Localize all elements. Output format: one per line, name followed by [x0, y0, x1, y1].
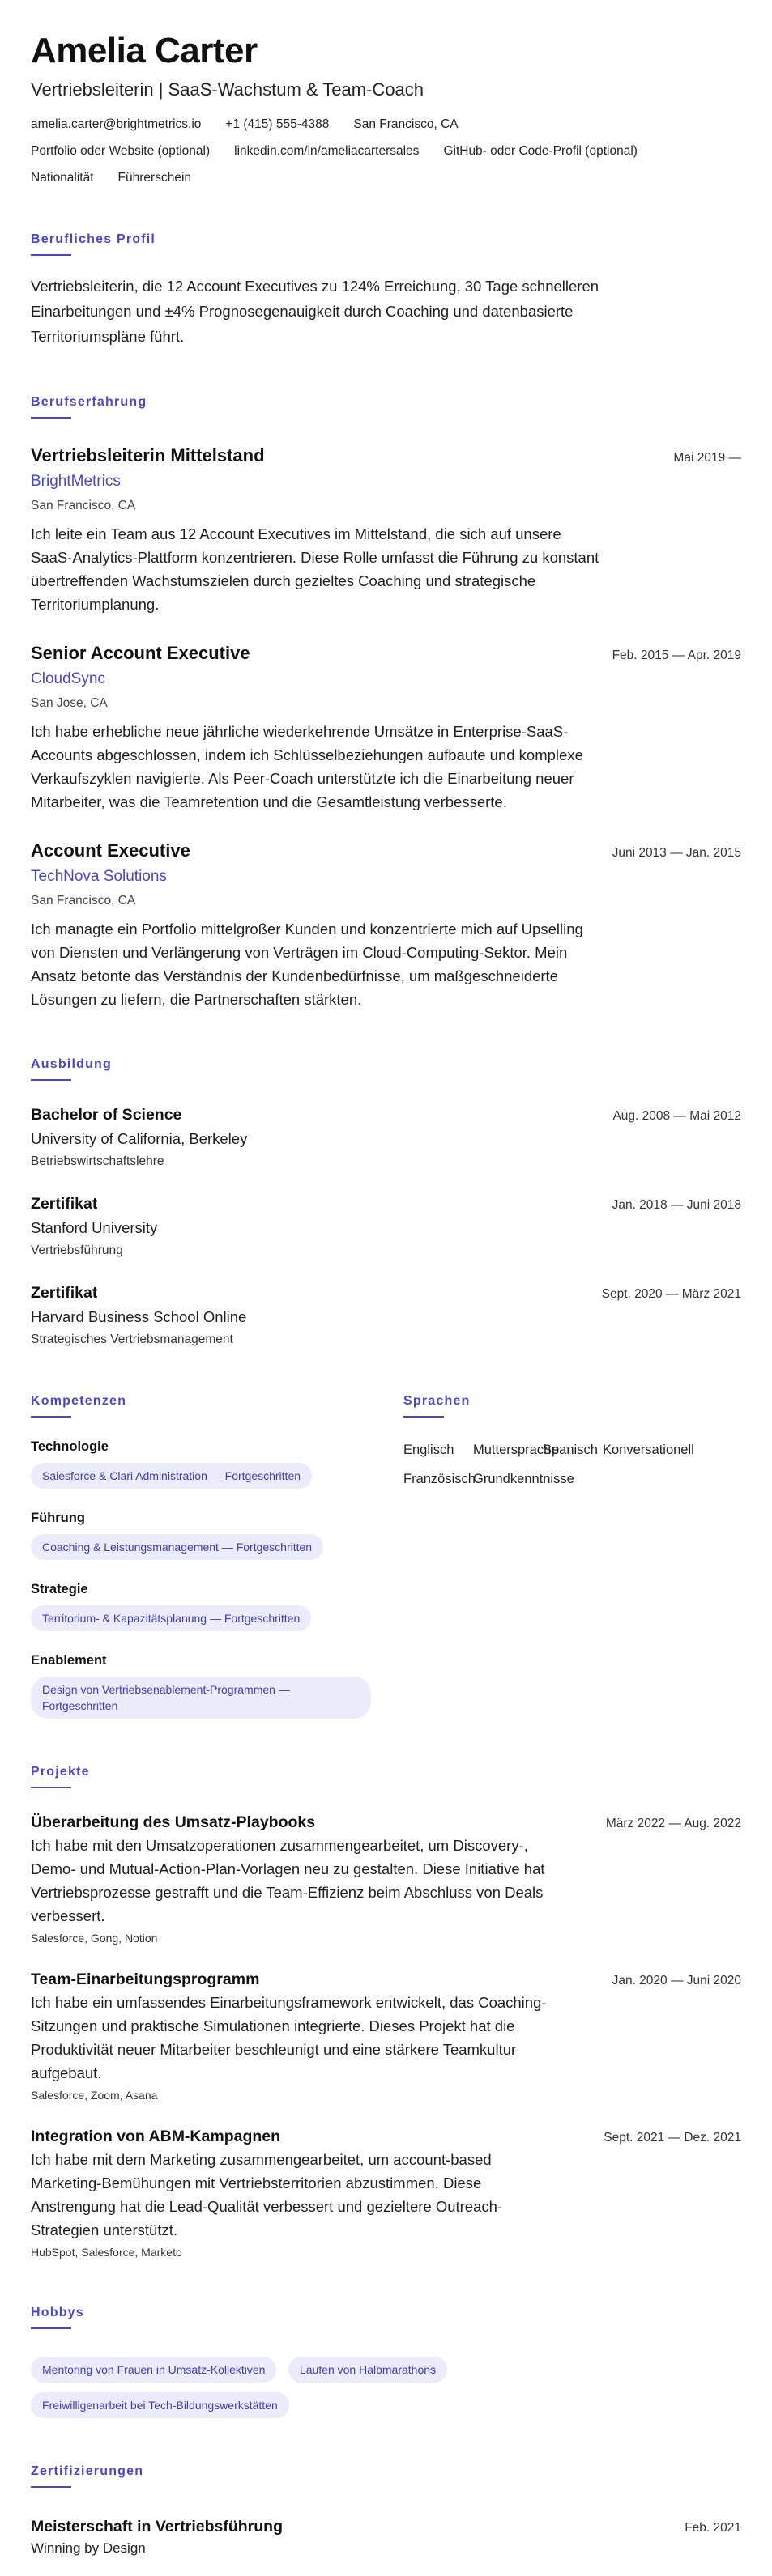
- job-description: Ich habe erhebliche neue jährliche wiederkehrende Umsätze in Enterprise-SaaS-Accounts abgeschlossen, indem ich Schlüsselbeziehungen aufbaute und komplexe Verkaufszyklen navigierte. Als Peer-Coach unterstützte ich die Einarbeitung neuer Mitarbeiter, was die Teamretention und die Gesamtleistung verbesserte.: [31, 723, 583, 810]
- language-level: Grundkenntnisse: [473, 1472, 574, 1486]
- languages-section: [403, 1393, 741, 1719]
- location-text: San Francisco, CA: [353, 117, 459, 131]
- section-title: Ausbildung: [31, 1057, 112, 1071]
- section-title: Sprachen: [403, 1394, 471, 1408]
- edu-date: Sept. 2020 — März 2021: [601, 1287, 741, 1301]
- nationality-text: Nationalität: [31, 171, 94, 185]
- section-divider: [31, 254, 71, 256]
- skill-category: Technologie: [31, 1439, 109, 1454]
- hobby-pill: Freiwilligenarbeit bei Tech-Bildungswerkstätten: [31, 2392, 289, 2418]
- certifications-section: [31, 2463, 741, 2557]
- project-tech: Salesforce, Gong, Notion: [31, 1932, 158, 1945]
- skill-group: [31, 1439, 403, 1489]
- language-name: Französisch: [403, 1472, 476, 1486]
- section-divider: [31, 1787, 71, 1788]
- projects-section: [31, 1764, 741, 2259]
- edu-degree: Zertifikat: [31, 1284, 98, 1302]
- job-date: Mai 2019 —: [673, 451, 741, 465]
- project-entry: [31, 2127, 741, 2259]
- github-link[interactable]: GitHub- oder Code-Profil (optional): [443, 144, 638, 158]
- project-title: Team-Einarbeitungsprogramm: [31, 1970, 260, 1988]
- contact-row: [31, 117, 741, 133]
- section-divider: [31, 2327, 71, 2329]
- project-description: Ich habe mit den Umsatzoperationen zusammengearbeitet, um Discovery-, Demo- und Mutual-Action-Plan-Vorlagen neu zu gestalten. Diese Initiative hat Vertriebsprozesse gestrafft und die Team-Effizienz beim Abschluss von Deals verbessert.: [31, 1837, 545, 1924]
- project-description: Ich habe mit dem Marketing zusammengearbeitet, um account-based Marketing-Bemühungen mit Vertriebsterritorien abzustimmen. Diese Anstrengung hat die Lead-Qualität verbessert und gezieltere Outreach-Strategien unterstützt.: [31, 2151, 503, 2238]
- skill-pill: Coaching & Leistungsmanagement — Fortgeschritten: [31, 1534, 323, 1560]
- resume-header: [31, 29, 741, 186]
- skill-category: Enablement: [31, 1653, 107, 1668]
- job-description: Ich managte ein Portfolio mittelgroßer Kunden und konzentrierte mich auf Upselling von Diensten und Verlängerung von Verträgen im Cloud-Computing-Sektor. Mein Ansatz betonte das Verständnis der Kundenbedürfnisse, um maßgeschneiderte Lösungen zu liefern, die Partnerschaften stärkten.: [31, 920, 583, 1008]
- language-level: Konversationell: [603, 1443, 694, 1457]
- edu-field: Strategisches Vertriebsmanagement: [31, 1333, 233, 1346]
- skill-category: Führung: [31, 1511, 85, 1525]
- edu-field: Betriebswirtschaftslehre: [31, 1154, 164, 1168]
- candidate-name: Amelia Carter: [31, 31, 258, 70]
- edu-degree: Zertifikat: [31, 1195, 98, 1213]
- email-link[interactable]: amelia.carter@brightmetrics.io: [31, 117, 202, 131]
- edu-date: Jan. 2018 — Juni 2018: [612, 1198, 741, 1212]
- job-title: Vertriebsleiterin Mittelstand: [31, 445, 265, 465]
- language-level: Muttersprache: [473, 1443, 559, 1457]
- education-entry: [31, 1105, 741, 1170]
- project-tech: HubSpot, Salesforce, Marketo: [31, 2246, 182, 2259]
- skill-pill: Territorium- & Kapazitätsplanung — Fortgeschritten: [31, 1605, 311, 1631]
- section-title: Berufserfahrung: [31, 395, 147, 409]
- project-date: Sept. 2021 — Dez. 2021: [604, 2131, 741, 2145]
- job-location: San Francisco, CA: [31, 499, 136, 512]
- edu-school: Harvard Business School Online: [31, 1308, 247, 1325]
- project-title: Integration von ABM-Kampagnen: [31, 2128, 281, 2145]
- project-tech: Salesforce, Zoom, Asana: [31, 2089, 158, 2102]
- section-title: Kompetenzen: [31, 1394, 127, 1408]
- section-divider: [31, 417, 71, 419]
- language-name: Englisch: [403, 1443, 454, 1457]
- section-title: Berufliches Profil: [31, 232, 156, 246]
- project-description: Ich habe ein umfassendes Einarbeitungsframework entwickelt, das Coaching-Sitzungen und praktische Simulationen integrierte. Dieses Projekt hat die Produktivität neuer Mitarbeiter beschleunigt und eine stärkere Teamkultur aufgebaut.: [31, 1994, 547, 2081]
- personal-row: [31, 170, 741, 186]
- cert-title: Meisterschaft in Vertriebsführung: [31, 2518, 283, 2536]
- phone-text: +1 (415) 555-4388: [225, 117, 330, 131]
- certification-entry: [31, 2517, 741, 2557]
- job-date: Feb. 2015 — Apr. 2019: [612, 648, 741, 662]
- license-text: Führerschein: [117, 171, 192, 185]
- hobbies-section: [31, 2305, 741, 2418]
- project-entry: [31, 1813, 741, 1945]
- job-location: San Francisco, CA: [31, 894, 136, 908]
- section-divider: [31, 2486, 71, 2488]
- edu-school: University of California, Berkeley: [31, 1130, 248, 1147]
- section-title: Projekte: [31, 1765, 90, 1779]
- job-entry: [31, 642, 741, 814]
- job-entry: [31, 444, 741, 616]
- project-entry: [31, 1970, 741, 2102]
- skill-group: [31, 1652, 403, 1719]
- language-name: Spanisch: [543, 1443, 598, 1457]
- section-title: Hobbys: [31, 2306, 84, 2319]
- skills-languages-row: [31, 1393, 741, 1719]
- portfolio-link[interactable]: Portfolio oder Website (optional): [31, 144, 211, 158]
- edu-degree: Bachelor of Science: [31, 1106, 182, 1124]
- education-entry: [31, 1283, 741, 1348]
- section-divider: [31, 1416, 71, 1418]
- hobby-pill: Mentoring von Frauen in Umsatz-Kollektiven: [31, 2357, 276, 2383]
- skill-pill: Salesforce & Clari Administration — Fortgeschritten: [31, 1463, 312, 1489]
- candidate-tagline: Vertriebsleiterin | SaaS-Wachstum & Team-Coach: [31, 79, 424, 100]
- edu-date: Aug. 2008 — Mai 2012: [612, 1109, 741, 1123]
- skill-group: [31, 1510, 403, 1560]
- section-title: Zertifizierungen: [31, 2464, 144, 2478]
- linkedin-link[interactable]: linkedin.com/in/ameliacartersales: [234, 144, 420, 158]
- profile-text: Vertriebsleiterin, die 12 Account Executives zu 124% Erreichung, 30 Tage schnelleren Einarbeitungen und ±4% Prognosegenauigkeit durch Coaching und datenbasierte Territoriumspläne führt.: [31, 278, 599, 345]
- cert-date: Feb. 2021: [685, 2521, 741, 2535]
- job-company: TechNova Solutions: [31, 868, 167, 885]
- hobby-list: [31, 2347, 549, 2418]
- job-title: Account Executive: [31, 840, 190, 861]
- profile-section: [31, 232, 741, 349]
- edu-school: Stanford University: [31, 1219, 158, 1236]
- skill-pill: Design von Vertriebsenablement-Programmen — Fortgeschritten: [31, 1677, 371, 1719]
- job-description: Ich leite ein Team aus 12 Account Executives im Mittelstand, die sich auf unsere SaaS-Analytics-Plattform konzentrieren. Diese Rolle umfasst die Führung zu konstant übertreffenden Wachstumszielen durch gezieltes Coaching und strategische Territoriumplanung.: [31, 525, 599, 613]
- project-title: Überarbeitung des Umsatz-Playbooks: [31, 1813, 316, 1831]
- links-row: [31, 143, 741, 159]
- job-location: San Jose, CA: [31, 696, 108, 710]
- skill-category: Strategie: [31, 1582, 88, 1596]
- experience-section: [31, 394, 741, 1011]
- section-divider: [403, 1416, 444, 1418]
- job-company: CloudSync: [31, 670, 105, 687]
- edu-field: Vertriebsführung: [31, 1243, 123, 1257]
- skills-section: [31, 1393, 403, 1719]
- language-list: [403, 1442, 741, 1487]
- section-divider: [31, 1079, 71, 1081]
- project-date: Jan. 2020 — Juni 2020: [612, 1974, 741, 1987]
- cert-org: Winning by Design: [31, 2540, 146, 2556]
- skill-group: [31, 1581, 403, 1631]
- education-entry: [31, 1194, 741, 1259]
- hobby-pill: Laufen von Halbmarathons: [288, 2357, 447, 2383]
- education-section: [31, 1056, 741, 1348]
- job-title: Senior Account Executive: [31, 643, 250, 663]
- job-date: Juni 2013 — Jan. 2015: [612, 846, 741, 860]
- job-entry: [31, 840, 741, 1011]
- job-company: BrightMetrics: [31, 473, 121, 490]
- project-date: März 2022 — Aug. 2022: [605, 1817, 741, 1830]
